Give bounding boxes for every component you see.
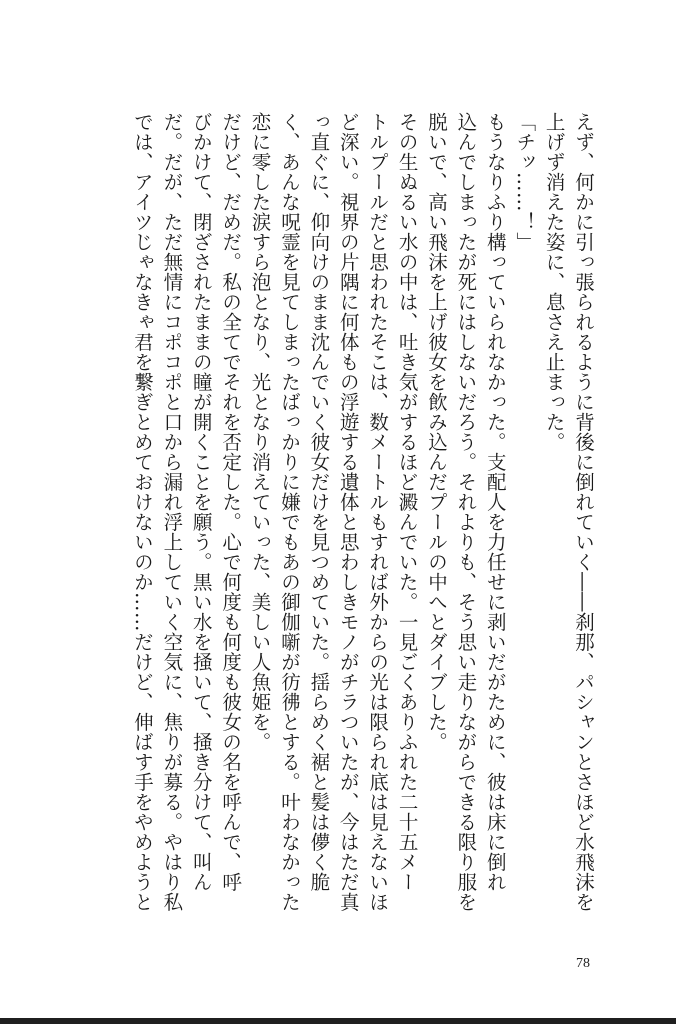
text-line: では、アイツじゃなきゃ君を繋ぎとめておけないのか……だけど、伸ばす手をやめようと (130, 112, 154, 912)
text-line: だ。だが、ただ無情にコポコポと口から漏れ浮上していく空気に、焦りが募る。やはり私 (160, 112, 184, 912)
text-line: 恋に零した涙すら泡となり、光となり消えていった、美しい人魚姫を。 (248, 112, 272, 752)
text-line: 上げず消えた姿に、息さえ止まった。 (542, 112, 566, 452)
text-line: トルプールだと思われたそこは、数メートルもすれば外からの光は限られ底は見えないほ (366, 112, 390, 912)
text-line: 込んでしまったが死にはしないだろう。それよりも、そう思い走りながらできる限り服を (454, 112, 478, 912)
bottom-border (0, 1018, 676, 1024)
text-line: っ直ぐに、仰向けのまま沈んでいく彼女だけを見つめていた。揺らめく裾と髪は儚く脆 (307, 112, 331, 892)
text-line: ど深い。視界の片隅に何体もの浮遊する遺体と思わしきモノがチラついたが、今はただ真 (336, 112, 360, 912)
text-line: えず、何かに引っ張られるように背後に倒れていく――刹那、パシャンとさほど水飛沫を (572, 112, 595, 912)
text-line: もうなりふり構っていられなかった。支配人を力任せに剥いだがために、彼は床に倒れ (483, 112, 507, 892)
text-line: 「チッ……！」 (513, 112, 537, 252)
text-line: びかけて、閉ざされたままの瞳が開くことを願う。黒い水を掻いて、掻き分けて、叫ん (189, 112, 213, 892)
vertical-text-block (78, 112, 598, 952)
page-number: 78 (576, 956, 590, 971)
text-line: 脱いで、高い飛沫を上げ彼女を飲み込んだプールの中へとダイブした。 (424, 112, 448, 752)
text-line: だけど、だめだ。私の全てでそれを否定した。心で何度も何度も彼女の名を呼んで、呼 (219, 112, 243, 892)
text-line: く、あんな呪霊を見てしまったばっかりに嫌でもあの御伽噺が彷彿とする。叶わなかった (277, 112, 301, 912)
text-line: その生ぬるい水の中は、吐き気がするほど澱んでいた。一見ごくありふれた二十五メー (395, 112, 419, 892)
